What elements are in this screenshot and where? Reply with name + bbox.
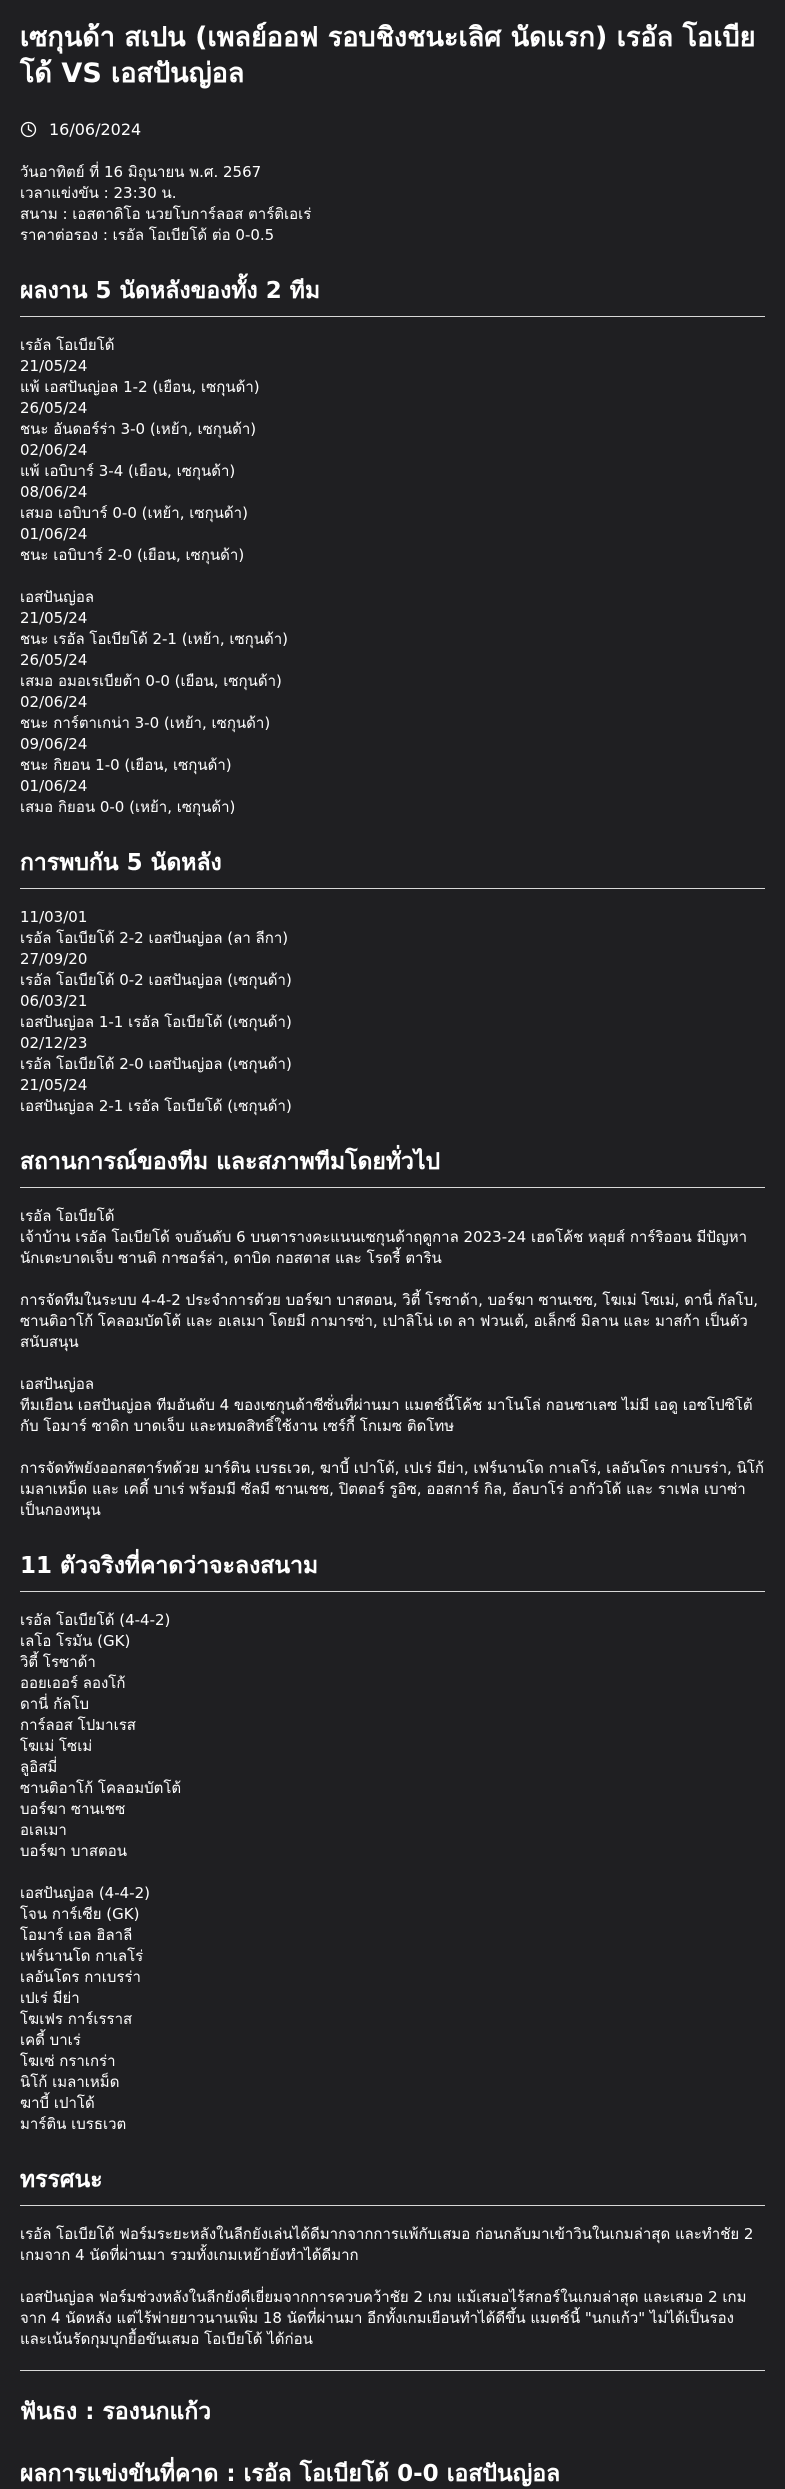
situation-paragraph <box>20 1206 765 1269</box>
form-line: 02/06/24 <box>20 693 88 711</box>
team-name: เอสปันญ่อล <box>20 588 95 606</box>
publish-date: 16/06/2024 <box>49 119 142 139</box>
form-line: 26/05/24 <box>20 399 88 417</box>
h2h-line: 02/12/23 <box>20 1034 88 1052</box>
player: ดานี่ กัลโบ <box>20 1695 90 1713</box>
match-odds: ราคาต่อรอง : เรอัล โอเบียโด้ ต่อ 0-0.5 <box>20 226 275 244</box>
team-news: ทีมเยือน เอสปันญ่อล ทีมอันดับ 4 ของเซกุนด้าซีซั่นที่ผ่านมา แมตช์นี้โค้ช มาโนโล่ กอนซาเลซ ไม่มี เอดู เอซโปซิโต้ กับ โอมาร์ ซาดิก บาดเจ็บ และหมดสิทธิ์ใช้งาน เซร์กี้ โกเมซ ติดโทษ <box>20 1396 753 1435</box>
match-day: วันอาทิตย์ ที่ 16 มิถุนายน พ.ศ. 2567 <box>20 163 262 181</box>
h2h-line: 06/03/21 <box>20 992 88 1010</box>
player: โฆเซ่ กราเกร่า <box>20 2052 116 2070</box>
form-line: 09/06/24 <box>20 735 88 753</box>
lineup-team-name: เอสปันญ่อล (4-4-2) <box>20 1884 150 1902</box>
form-line: แพ้ เอสปันญ่อล 1-2 (เยือน, เซกุนด้า) <box>20 378 260 396</box>
player: ซานติอาโก้ โคลอมบัตโต้ <box>20 1779 182 1797</box>
form-line: ชนะ เรอัล โอเบียโด้ 2-1 (เหย้า, เซกุนด้า) <box>20 630 289 648</box>
player: อเลเมา <box>20 1821 67 1839</box>
player: โจน การ์เซีย (GK) <box>20 1905 140 1923</box>
lineups-heading: 11 ตัวจริงที่คาดว่าจะลงสนาม <box>20 1551 765 1592</box>
analysis-body <box>20 2224 765 2350</box>
analysis-heading: ทรรศนะ <box>20 2165 765 2206</box>
form-line: 21/05/24 <box>20 357 88 375</box>
situation-home <box>20 1206 765 1521</box>
form-line: 01/06/24 <box>20 777 88 795</box>
team-news: เจ้าบ้าน เรอัล โอเบียโด้ จบอันดับ 6 บนตารางคะแนนเซกุนด้าฤดูกาล 2023-24 เฮดโค้ช หลุยส์ การ์ริออน มีปัญหานักเตะบาดเจ็บ ซานติ กาซอร์ล่า, ดาบิด กอสตาส และ โรดรี้ ตาริน <box>20 1228 748 1267</box>
form-line: เสมอ เอบิบาร์ 0-0 (เหย้า, เซกุนด้า) <box>20 504 248 522</box>
player: บอร์ฆา บาสตอน <box>20 1842 128 1860</box>
predicted-score: ผลการแข่งขันที่คาด : เรอัล โอเบียโด้ 0-0 เอสปันญ่อล <box>20 2461 561 2487</box>
h2h-line: เอสปันญ่อล 2-1 เรอัล โอเบียโด้ (เซกุนด้า) <box>20 1097 292 1115</box>
player: ออยเออร์ ลองโก้ <box>20 1674 126 1692</box>
h2h-line: 21/05/24 <box>20 1076 88 1094</box>
h2h-line: เรอัล โอเบียโด้ 0-2 เอสปันญ่อล (เซกุนด้า) <box>20 971 292 989</box>
form-away <box>20 587 765 818</box>
h2h-line: เรอัล โอเบียโด้ 2-0 เอสปันญ่อล (เซกุนด้า) <box>20 1055 292 1073</box>
form-line: ชนะ การ์ตาเกน่า 3-0 (เหย้า, เซกุนด้า) <box>20 714 271 732</box>
player: เคดี้ บาเร่ <box>20 2031 81 2049</box>
form-line: 02/06/24 <box>20 441 88 459</box>
form-line: 01/06/24 <box>20 525 88 543</box>
situation-paragraph <box>20 1374 765 1437</box>
form-line: ชนะ เอบิบาร์ 2-0 (เยือน, เซกุนด้า) <box>20 546 245 564</box>
form-line: เสมอ กิยอน 0-0 (เหย้า, เซกุนด้า) <box>20 798 236 816</box>
team-name: เรอัล โอเบียโด้ <box>20 336 115 354</box>
team-name: เอสปันญ่อล <box>20 1375 95 1393</box>
team-tactics: การจัดทัพยังออกสตาร์ทด้วย มาร์ติน เบรธเวต, ฆาบี้ เปาโด้, เปเร่ มีย่า, เฟร์นานโด กาเลโร่, เลอันโดร กาเบรร่า, นิโก้ เมลาเหม็ด และ เคดี้ บาเร่ พร้อมมี ซัลมี ซานเชซ, ปิตตอร์ รูอิซ, ออสการ์ กิล, อัลบาโร่ อากัวโด้ และ ราเฟล เบาซ่า เป็นกองหนุน <box>20 1459 764 1519</box>
analysis-paragraph: เรอัล โอเบียโด้ ฟอร์มระยะหลังในลีกยังเล่นได้ดีมากจากการแพ้กับเสมอ ก่อนกลับมาเข้าวินในเกมล่าสุด และทำชัย 2 เกมจาก 4 นัดที่ผ่านมา รวมทั้งเกมเหย้ายังทำได้ดีมาก <box>20 2225 754 2264</box>
match-stadium: สนาม : เอสตาดิโอ นวยโบการ์ลอส ตาร์ติเอเร่ <box>20 205 312 223</box>
page-title: เซกุนด้า สเปน (เพลย์ออฟ รอบชิงชนะเลิศ นัดแรก) เรอัล โอเบียโด้ VS เอสปันญ่อล <box>20 22 756 89</box>
player: โฆเม่ โซเม่ <box>20 1737 93 1755</box>
divider <box>20 2370 765 2371</box>
team-name: เรอัล โอเบียโด้ <box>20 1207 115 1225</box>
player: เลอันโดร กาเบรร่า <box>20 1968 141 1986</box>
player: มาร์ติน เบรธเวต <box>20 2115 127 2133</box>
h2h-list <box>20 907 765 1117</box>
player: บอร์ฆา ซานเชซ <box>20 1800 126 1818</box>
player: โอมาร์ เอล ฮิลาลี <box>20 1926 133 1944</box>
h2h-line: เรอัล โอเบียโด้ 2-2 เอสปันญ่อล (ลา ลีกา) <box>20 929 289 947</box>
situation-heading: สถานการณ์ของทีม และสภาพทีมโดยทั่วไป <box>20 1147 765 1188</box>
form-line: ชนะ อันดอร์ร่า 3-0 (เหย้า, เซกุนด้า) <box>20 420 257 438</box>
date-row <box>20 118 765 140</box>
match-time: เวลาแข่งขัน : 23:30 น. <box>20 184 177 202</box>
form-line: 21/05/24 <box>20 609 88 627</box>
player: ลูอิสมี่ <box>20 1758 58 1776</box>
form-line: 08/06/24 <box>20 483 88 501</box>
player: ฆาบี้ เปาโด้ <box>20 2094 95 2112</box>
clock-icon <box>20 121 37 138</box>
player: โฆเฟร การ์เรราส <box>20 2010 133 2028</box>
verdict: ฟันธง : รองนกแก้ว <box>20 2399 212 2425</box>
h2h-line: 27/09/20 <box>20 950 88 968</box>
player: การ์ลอส โปมาเรส <box>20 1716 136 1734</box>
player: เฟร์นานโด กาเลโร่ <box>20 1947 144 1965</box>
form-heading: ผลงาน 5 นัดหลังของทั้ง 2 ทีม <box>20 276 765 317</box>
player: วิตี้ โรซาด้า <box>20 1653 96 1671</box>
form-line: ชนะ กิยอน 1-0 (เยือน, เซกุนด้า) <box>20 756 232 774</box>
form-home <box>20 335 765 566</box>
lineup-away <box>20 1883 765 2135</box>
lineup-team-name: เรอัล โอเบียโด้ (4-4-2) <box>20 1611 171 1629</box>
h2h-line: เอสปันญ่อล 1-1 เรอัล โอเบียโด้ (เซกุนด้า) <box>20 1013 292 1031</box>
match-info <box>20 162 765 246</box>
form-line: เสมอ อมอเรเบียต้า 0-0 (เยือน, เซกุนด้า) <box>20 672 282 690</box>
player: เลโอ โรมัน (GK) <box>20 1632 131 1650</box>
lineup-home <box>20 1610 765 1862</box>
player: เปเร่ มีย่า <box>20 1989 80 2007</box>
form-line: แพ้ เอบิบาร์ 3-4 (เยือน, เซกุนด้า) <box>20 462 236 480</box>
analysis-paragraph: เอสปันญ่อล ฟอร์มช่วงหลังในลีกยังดีเยี่ยมจากการควบคว้าชัย 2 เกม แม้เสมอไร้สกอร์ในเกมล่าสุด และเสมอ 2 เกมจาก 4 นัดหลัง แต่ไร้พ่ายยาวนานเพิ่ม 18 นัดที่ผ่านมา อีกทั้งเกมเยือนทำได้ดีขึ้น แมตช์นี้ "นกแก้ว" ไม่ได้เป็นรอง และเน้นรัดกุมบุกยื้อขันเสมอ โอเบียโด้ ได้ก่อน <box>20 2288 747 2348</box>
h2h-heading: การพบกัน 5 นัดหลัง <box>20 848 765 889</box>
player: นิโก้ เมลาเหม็ด <box>20 2073 120 2091</box>
team-tactics: การจัดทีมในระบบ 4-4-2 ประจำการด้วย บอร์ฆา บาสตอน, วิตี้ โรซาด้า, บอร์ฆา ซานเชซ, โฆเม่ โซเม่, ดานี่ กัลโบ, ซานติอาโก้ โคลอมบัตโต้ และ อเลเมา โดยมี กามารซ่า, เปาลิโน่ เด ลา ฟวนเต้, อเล็กซ์ มิลาน และ มาสก้า เป็นตัวสนับสนุน <box>20 1291 758 1351</box>
form-line: 26/05/24 <box>20 651 88 669</box>
h2h-line: 11/03/01 <box>20 908 88 926</box>
